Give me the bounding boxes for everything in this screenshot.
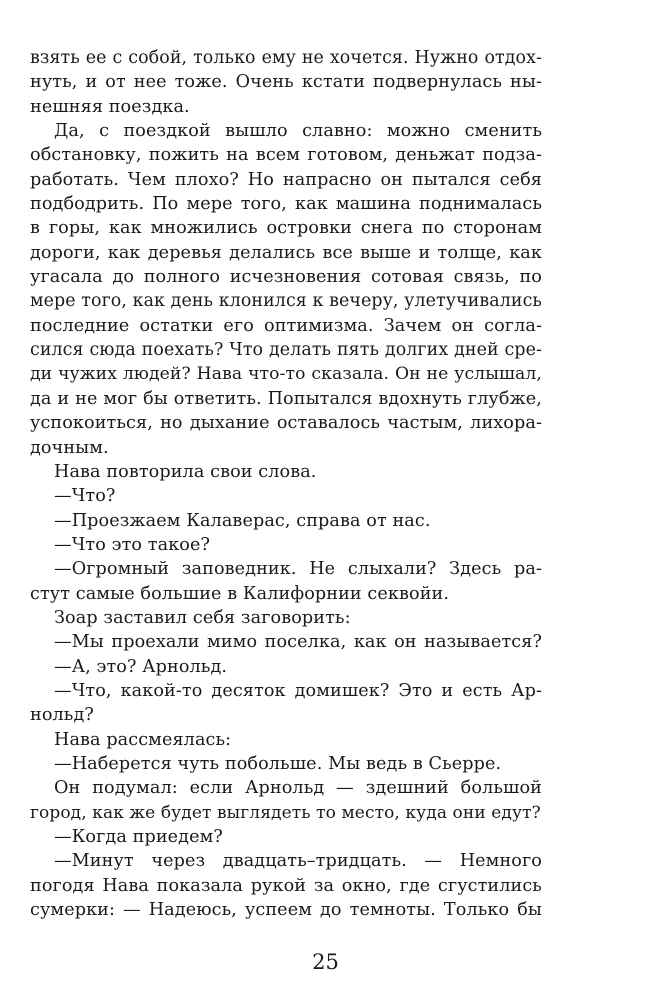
text-line: Зоар заставил себя заговорить: bbox=[54, 607, 351, 628]
text-line: Нава повторила свои слова. bbox=[54, 461, 317, 482]
text-line: последние остатки его оптимизма. Зачем он согла- bbox=[30, 315, 542, 336]
text-line: сумерки: — Надеюсь, успеем до темноты. Только бы bbox=[30, 900, 542, 921]
text-line: взять ее с собой, только ему не хочется. Нужно отдох- bbox=[30, 48, 542, 68]
text-line: —Что это такое? bbox=[54, 534, 211, 555]
text-line: обстановку, пожить на всем готовом, деньжат подза- bbox=[30, 145, 542, 166]
text-line: в горы, как множились островки снега по сторонам bbox=[30, 218, 542, 239]
page-text bbox=[30, 46, 542, 922]
text-line: —Минут через двадцать–тридцать. — Немного bbox=[54, 851, 542, 872]
text-line: —Проезжаем Калаверас, справа от нас. bbox=[54, 510, 431, 531]
text-line: работать. Чем плохо? Но напрасно он пытался себя bbox=[30, 169, 542, 190]
text-line: подбодрить. По мере того, как машина поднималась bbox=[30, 194, 542, 215]
text-line: успокоиться, но дыхание оставалось частым, лихора- bbox=[30, 413, 542, 434]
text-line: город, как же будет выглядеть то место, куда они едут? bbox=[30, 802, 541, 823]
text-line: нуть, и от нее тоже. Очень кстати подвернулась ны- bbox=[30, 72, 542, 93]
text-line: нольд? bbox=[30, 705, 94, 726]
text-line: Он подумал: если Арнольд — здешний большой bbox=[54, 778, 542, 799]
text-line: да и не мог бы ответить. Попытался вдохнуть глубже, bbox=[30, 388, 542, 409]
text-line: —Что? bbox=[54, 486, 116, 507]
text-line: —Когда приедем? bbox=[54, 827, 223, 847]
text-line: —Огромный заповедник. Не слыхали? Здесь ра- bbox=[54, 559, 542, 580]
text-line: угасала до полного исчезновения сотовая связь, по bbox=[30, 267, 542, 288]
text-line: ди чужих людей? Нава что-то сказала. Он не услышал, bbox=[30, 364, 542, 385]
text-line: —Что, какой-то десяток домишек? Это и есть Ар- bbox=[54, 680, 542, 701]
text-line: нешняя поездка. bbox=[30, 96, 190, 117]
text-line: мере того, как день клонился к вечеру, улетучивались bbox=[30, 291, 542, 312]
text-line: —Наберется чуть побольше. Мы ведь в Сьерре. bbox=[54, 753, 502, 774]
text-line: Нава рассмеялась: bbox=[54, 729, 232, 750]
text-line: стут самые большие в Калифорнии секвойи. bbox=[30, 583, 450, 604]
text-line: —А, это? Арнольд. bbox=[54, 656, 228, 677]
text-line: дочным. bbox=[30, 437, 109, 458]
text-line: Да, с поездкой вышло славно: можно сменить bbox=[54, 121, 542, 142]
text-line: дороги, как деревья делались все выше и толще, как bbox=[30, 242, 542, 263]
text-line: —Мы проехали мимо поселка, как он называется? bbox=[54, 632, 542, 653]
text-line: погодя Нава показала рукой за окно, где сгустились bbox=[30, 875, 542, 896]
page-number: 25 bbox=[312, 950, 339, 974]
text-line: сился сюда поехать? Что делать пять долгих дней сре- bbox=[30, 340, 542, 361]
